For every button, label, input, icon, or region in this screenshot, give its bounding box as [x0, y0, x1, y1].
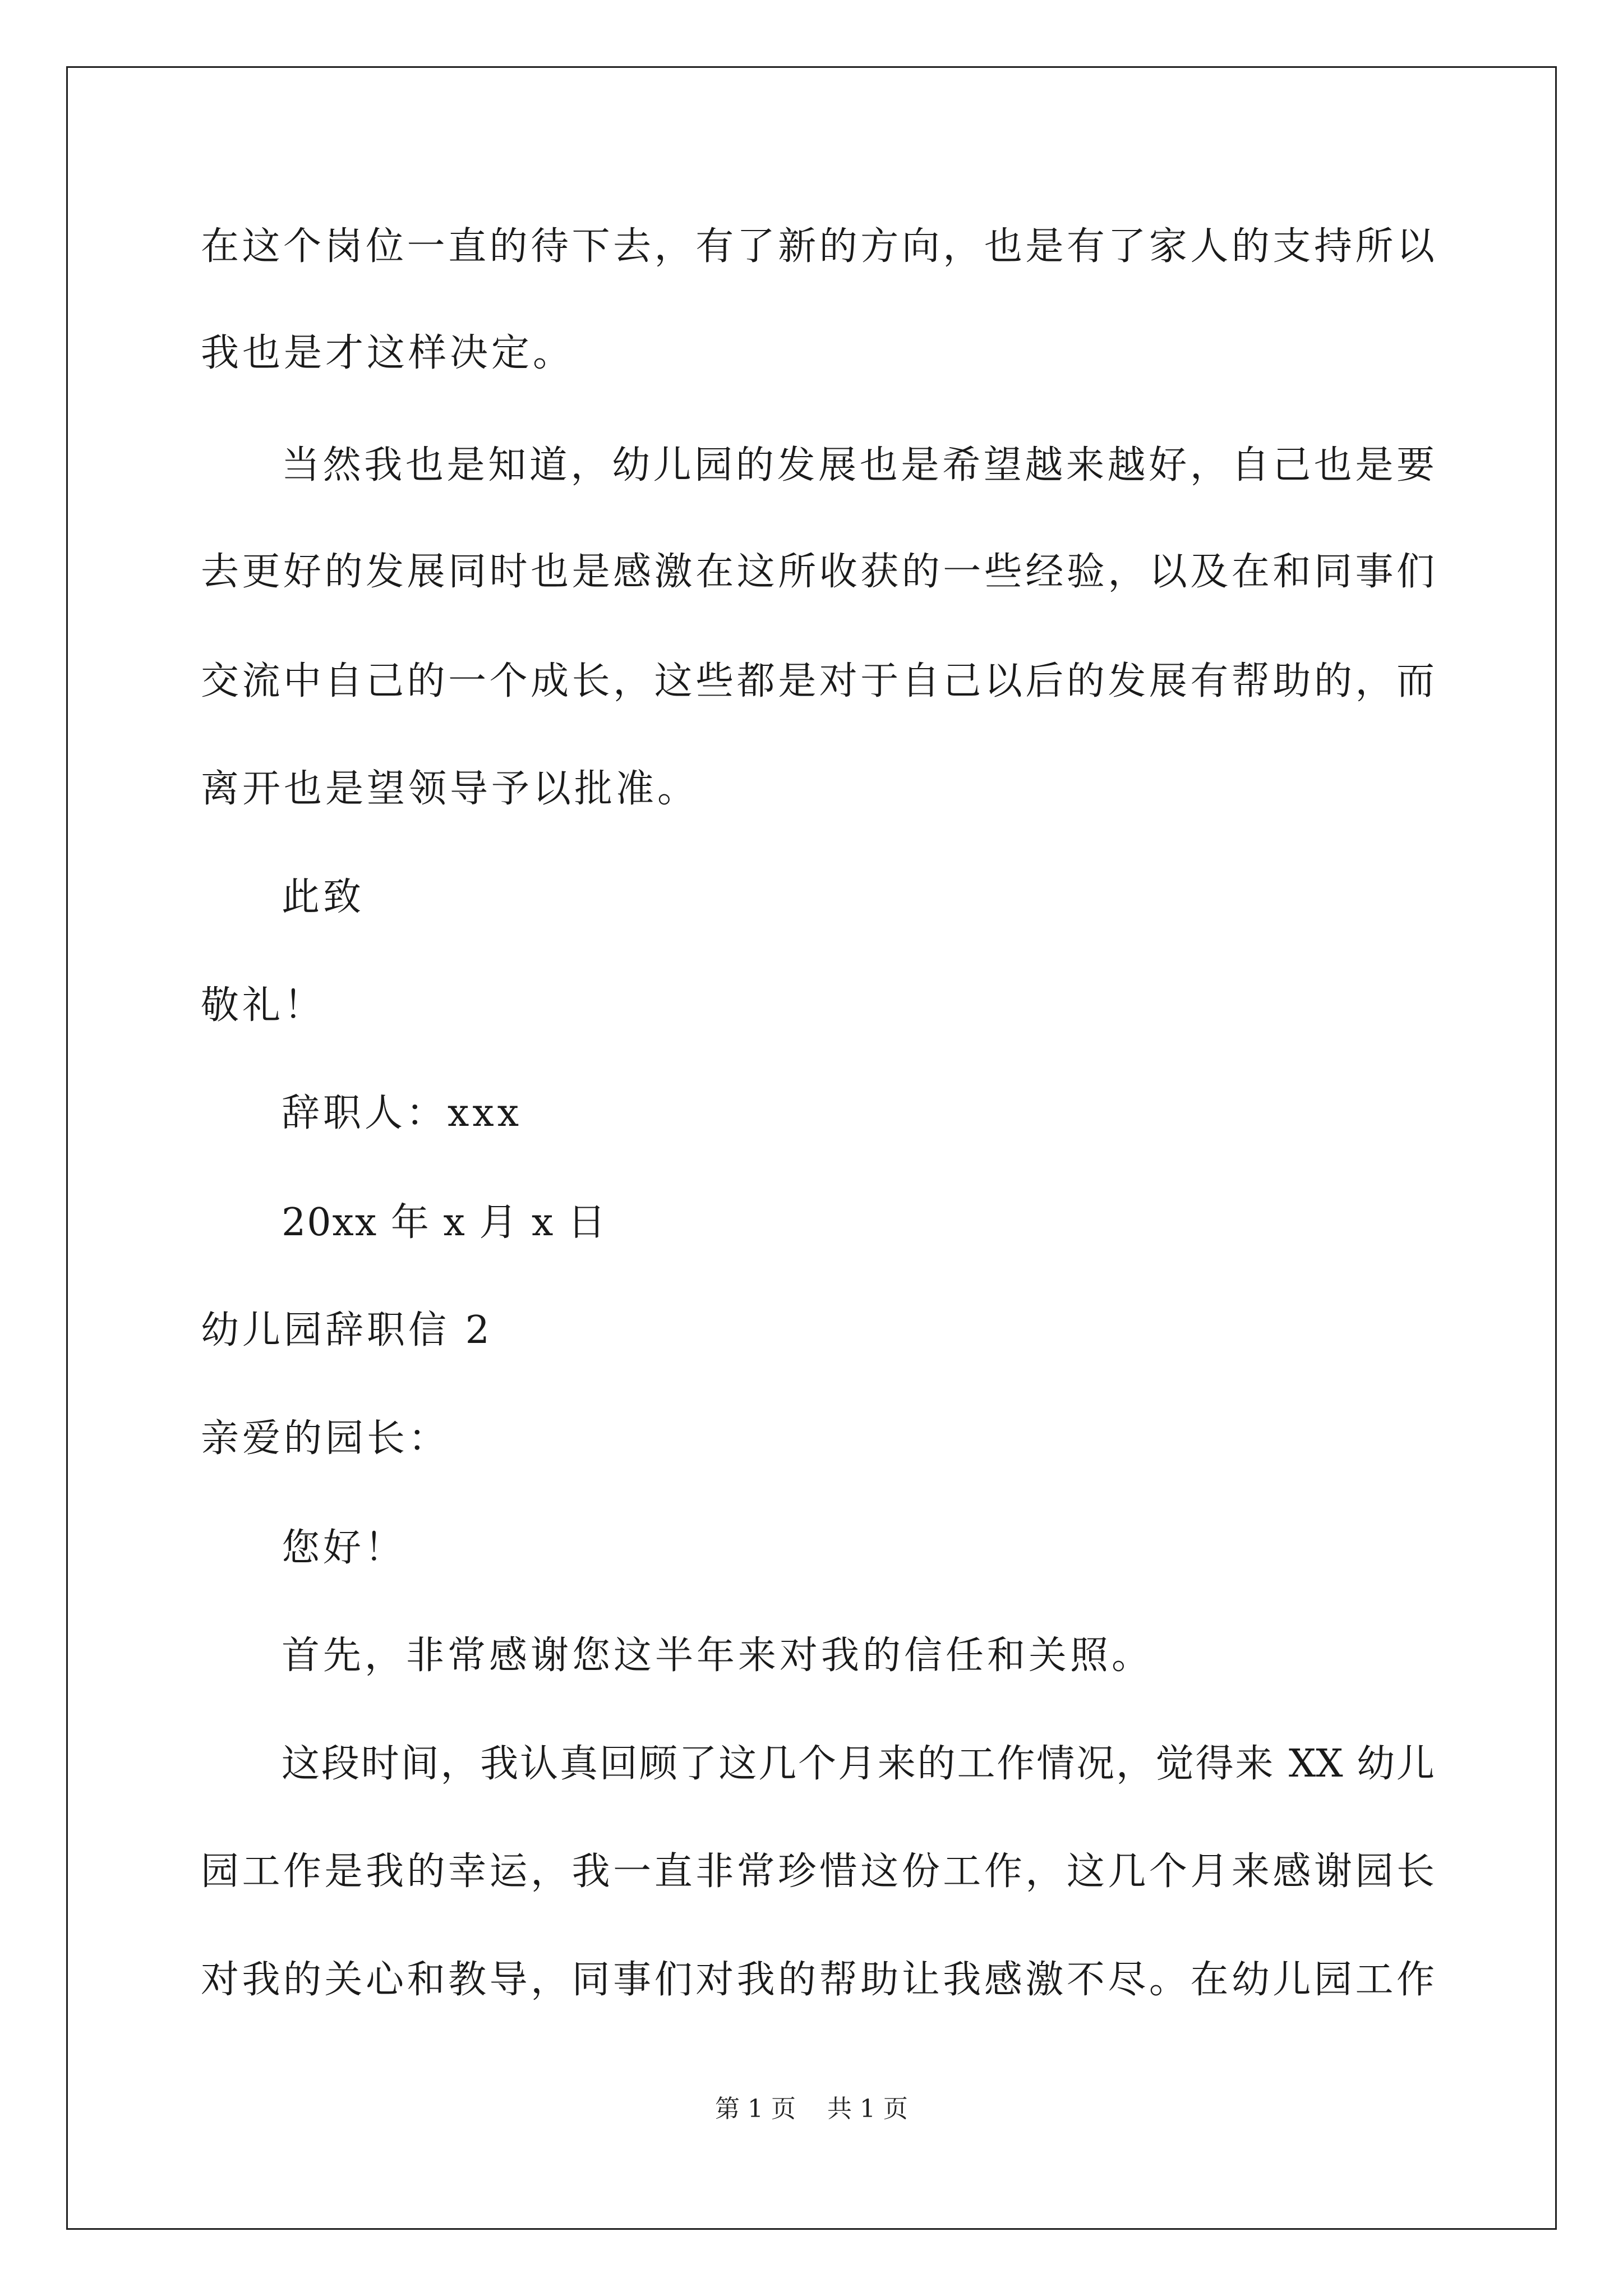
text-line-3: 当然我也是知道，幼儿园的发展也是希望越来越好，自己也是要: [282, 443, 1435, 487]
text-line-17: 对我的关心和教导，同事们对我的帮助让我感激不尽。在幼儿园工作: [201, 1958, 1435, 2002]
text-line-5: 交流中自己的一个成长，这些都是对于自己以后的发展有帮助的，而: [201, 659, 1435, 703]
text-line-16: 园工作是我的幸运，我一直非常珍惜这份工作，这几个月来感谢园长: [201, 1849, 1435, 1894]
text-line-6: 离开也是望领导予以批准。: [201, 767, 699, 811]
date-line: 20xx 年 x 月 x 日: [282, 1200, 607, 1245]
page-footer: 第 1 页 共 1 页: [715, 2095, 908, 2123]
greeting-hello: 您好！: [282, 1526, 407, 1570]
text-line-2: 我也是才这样决定。: [201, 331, 575, 375]
closing-regards: 敬礼！: [201, 983, 326, 1028]
closing-salutation: 此致: [282, 875, 365, 919]
text-line-15: 这段时间，我认真回顾了这几个月来的工作情况，觉得来 XX 幼儿: [282, 1742, 1435, 1786]
signature-line: 辞职人：xxx: [282, 1091, 523, 1135]
page-border: [66, 66, 1557, 2230]
greeting: 亲爱的园长：: [201, 1416, 450, 1461]
text-line-14: 首先，非常感谢您这半年来对我的信任和关照。: [282, 1634, 1154, 1678]
section-title: 幼儿园辞职信 2: [201, 1308, 493, 1352]
text-line-4: 去更好的发展同时也是感激在这所收获的一些经验，以及在和同事们: [201, 550, 1435, 594]
text-line-1: 在这个岗位一直的待下去，有了新的方向，也是有了家人的支持所以: [201, 224, 1435, 269]
